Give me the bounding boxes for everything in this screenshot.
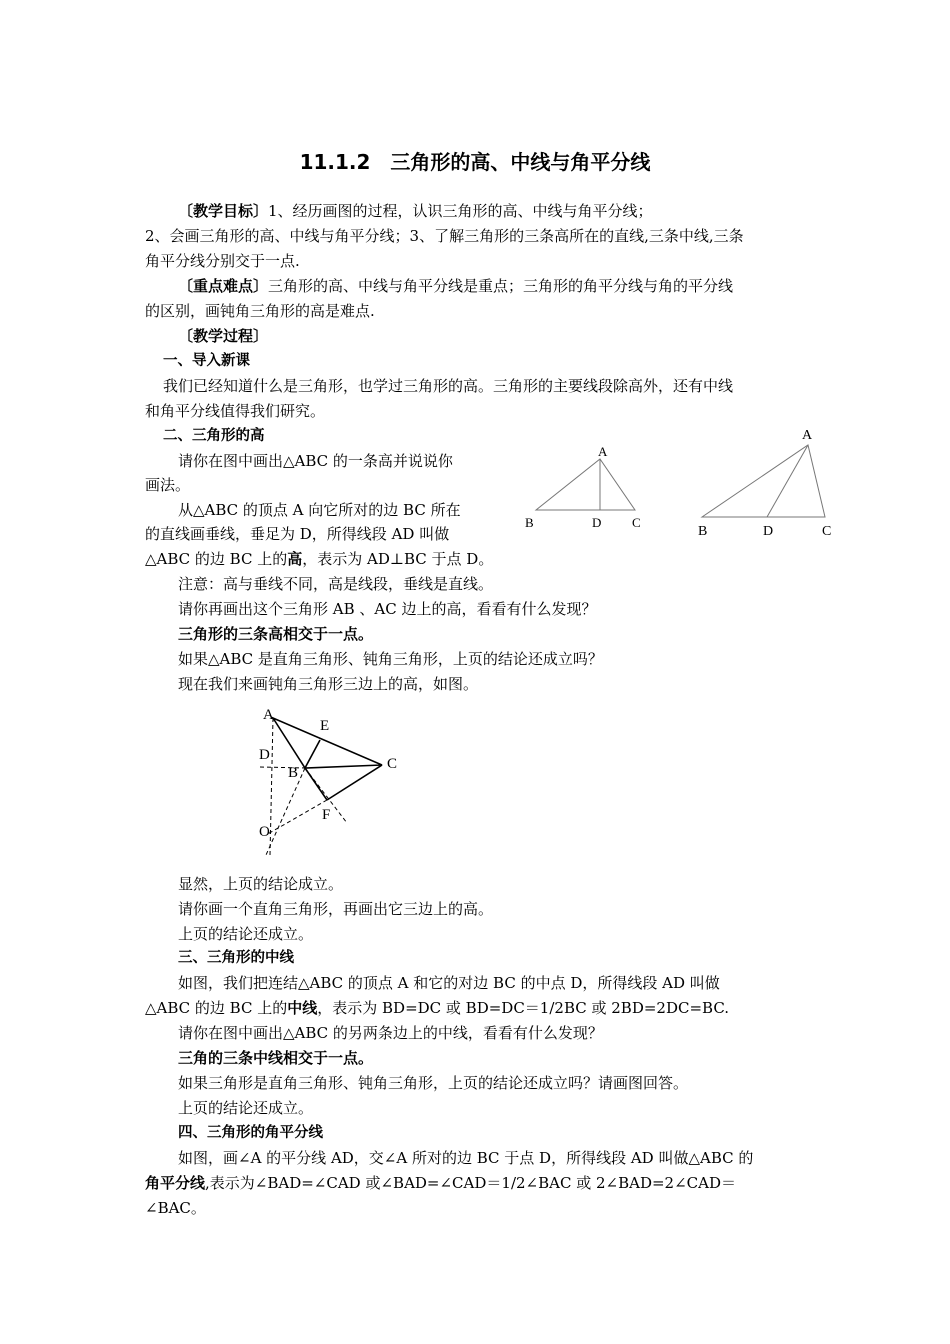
s1-line-1: 我们已经知道什么是三角形，也学过三角形的高。三角形的主要线段除高外，还有中线 [163,377,734,395]
s4-line-3: ∠BAC。 [145,1199,206,1217]
section-1-heading: 一、导入新课 [163,353,250,369]
term-angle-bisector: 角平分线 [145,1174,206,1192]
s1-line-2: 和角平分线值得我们研究。 [145,402,326,420]
s4-line-1: 如图，画∠A 的平分线 AD，交∠A 所对的边 BC 于点 D，所得线段 AD 叫做△ABC 的 [178,1149,754,1167]
label-f-3: F [322,807,331,823]
s3-line-2 [145,996,807,1020]
s2-draw-right: 请你画一个直角三角形，再画出它三边上的高。 [178,900,494,918]
s2-obvious: 显然，上页的结论成立。 [178,875,344,893]
s2-p2-line-3 [145,547,505,571]
s2-p2-line-1: 从△ABC 的顶点 A 向它所对的边 BC 所在 [178,501,461,519]
s2-p2-post: ，表示为 AD⊥BC 于点 D。 [302,550,494,568]
page-title: 11.1.2 三角形的高、中线与角平分线 [299,150,651,174]
figure-acute-altitude [520,440,650,535]
s2-conclusion: 三角形的三条高相交于一点。 [178,625,374,643]
goals-text-1: 1、经历画图的过程，认识三角形的高、中线与角平分线； [268,202,653,220]
s3-line-1: 如图，我们把连结△ABC 的顶点 A 和它的对边 BC 的中点 D，所得线段 AD 叫做 [178,974,720,992]
figure-obtuse-altitudes [250,700,410,860]
label-a-3: A [263,707,274,723]
goals-label: 〔教学目标〕 [178,202,269,220]
label-c-3: C [387,756,398,772]
label-e-3: E [320,718,330,734]
label-b-3: B [288,765,299,781]
s4-line-2-post: ,表示为∠BAD=∠CAD 或∠BAD=∠CAD＝1/2∠BAC 或 2∠BAD=2∠CAD＝ [205,1174,736,1192]
process-label: 〔教学过程〕 [178,327,269,345]
dashed-altitude-a [270,718,273,855]
key-label: 〔重点难点〕 [178,277,269,295]
label-c-1: C [632,515,641,530]
label-a-1: A [598,444,608,459]
triangle-abc-2 [702,445,825,517]
goals-line-1 [178,199,840,223]
s2-now: 现在我们来画钝角三角形三边上的高，如图。 [178,675,479,693]
s3-ask: 请你在图中画出△ABC 的另两条边上的中线，看看有什么发现？ [178,1024,603,1042]
label-c-2: C [822,524,832,539]
side-ac-lower [327,765,382,800]
goals-line-2: 2、会画三角形的高、中线与角平分线；3、了解三角形的三条高所在的直线,三条中线,三条 [145,227,744,245]
s2-question: 如果△ABC 是直角三角形、钝角三角形，上页的结论还成立吗？ [178,650,603,668]
s4-line-2 [145,1171,807,1195]
median-ad-2 [767,445,808,517]
s3-conclusion: 三角的三条中线相交于一点。 [178,1049,374,1067]
label-b-1: B [525,515,534,530]
dashed-altitude-c [266,800,327,835]
s2-p1-line-2: 画法。 [145,476,191,494]
s2-ask: 请你再画出这个三角形 AB 、AC 边上的高，看看有什么发现？ [178,600,597,618]
s3-line-2-pre: △ABC 的边 BC 上的 [145,999,288,1017]
dashed-bc-extension [260,767,305,768]
label-d-3: D [259,747,270,763]
altitude-extension-cf [305,768,327,800]
section-4-heading: 四、三角形的角平分线 [178,1125,323,1141]
goals-line-3: 角平分线分别交于一点. [145,252,300,270]
triangle-abc-1 [536,459,635,510]
label-o-3: O [259,824,270,840]
term-altitude: 高 [287,550,303,568]
altitude-be [305,740,320,768]
s2-still: 上页的结论还成立。 [178,925,314,943]
section-3-heading: 三、三角形的中线 [178,950,294,966]
key-line-2: 的区别，画钝角三角形的高是难点. [145,302,375,320]
section-2-heading: 二、三角形的高 [163,428,265,444]
s2-note: 注意：高与垂线不同，高是线段，垂线是直线。 [178,575,494,593]
s3-still: 上页的结论还成立。 [178,1099,314,1117]
s3-line-2-post: ，表示为 BD=DC 或 BD=DC＝1/2BC 或 2BD=2DC=BC. [317,999,730,1017]
key-text-1: 三角形的高、中线与角平分线是重点；三角形的角平分线与角的平分线 [268,277,734,295]
term-median: 中线 [287,999,318,1017]
label-a-2: A [802,428,813,443]
s3-question: 如果三角形是直角三角形、钝角三角形，上页的结论还成立吗？请画图回答。 [178,1074,689,1092]
figure-median [690,420,840,545]
s2-p2-line-2: 的直线画垂线，垂足为 D，所得线段 AD 叫做 [145,525,450,543]
s2-p1-line-1: 请你在图中画出△ABC 的一条高并说说你 [178,452,453,470]
key-line-1 [178,274,840,298]
s2-p2-pre: △ABC 的边 BC 上的 [145,550,288,568]
label-b-2: B [698,524,708,539]
label-d-2: D [763,524,774,539]
label-d-1: D [592,515,602,530]
